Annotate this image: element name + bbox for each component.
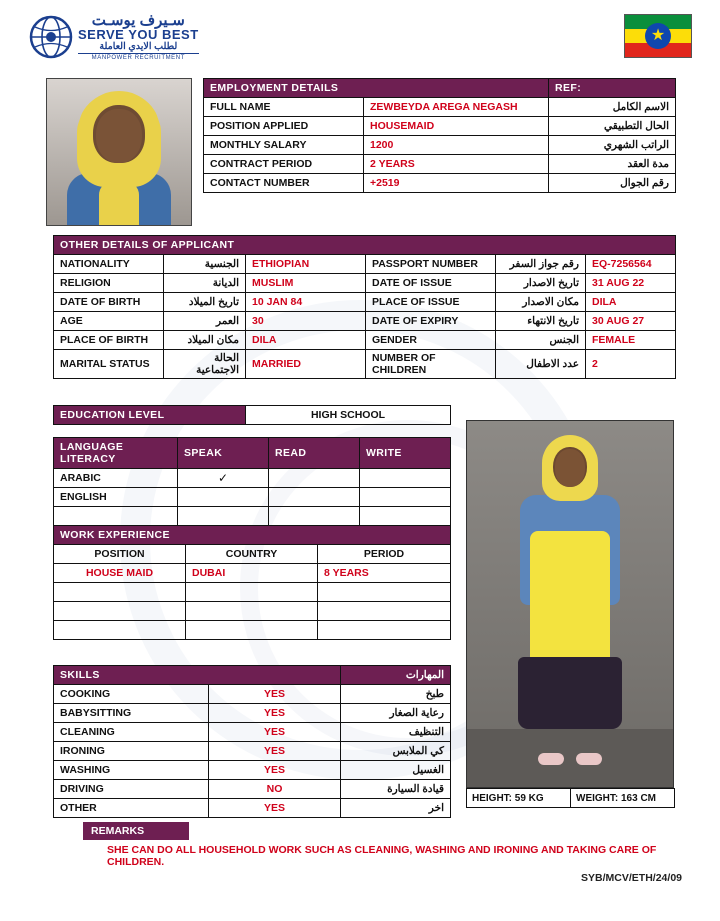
religion-value: MUSLIM [246, 274, 366, 293]
table-row [54, 583, 451, 602]
gender-value: FEMALE [586, 331, 676, 350]
table-row [204, 117, 676, 136]
skill-babysitting-value: YES [209, 704, 341, 723]
work-period-empty [318, 621, 451, 640]
place-of-birth-label: PLACE OF BIRTH [54, 331, 164, 350]
full-name-value: ZEWBEYDA AREGA NEGASH [364, 98, 549, 117]
english-write-check [360, 488, 451, 507]
position-applied-arabic: الحال التطبيقي [549, 117, 676, 136]
weight-label: WEIGHT: 163 CM [571, 789, 675, 808]
work-position-empty [54, 602, 186, 621]
table-row [54, 255, 676, 274]
skill-ironing-label: IRONING [54, 742, 209, 761]
work-period-empty [318, 583, 451, 602]
position-applied-value: HOUSEMAID [364, 117, 549, 136]
work-col-country: COUNTRY [186, 545, 318, 564]
place-of-birth-arabic: مكان الميلاد [164, 331, 246, 350]
table-row [204, 136, 676, 155]
date-of-expiry-value: 30 AUG 27 [586, 312, 676, 331]
full-name-label: FULL NAME [204, 98, 364, 117]
document-reference-code: SYB/MCV/ETH/24/09 [581, 872, 682, 884]
table-row [54, 723, 451, 742]
skills-title: SKILLS [54, 666, 341, 685]
nationality-label: NATIONALITY [54, 255, 164, 274]
language-col-write: WRITE [360, 438, 451, 469]
arabic-speak-check: ✓ [178, 469, 269, 488]
skill-cleaning-arabic: التنظيف [341, 723, 451, 742]
english-speak-check [178, 488, 269, 507]
measurements-section [466, 788, 674, 808]
passport-number-value: EQ-7256564 [586, 255, 676, 274]
skill-other-arabic: اخر [341, 799, 451, 818]
brand-arabic-name: سـيرف يوسـت [91, 11, 185, 29]
work-position-empty [54, 583, 186, 602]
education-level-value: HIGH SCHOOL [246, 406, 451, 425]
education-level-title: EDUCATION LEVEL [54, 406, 246, 425]
gender-label: GENDER [366, 331, 496, 350]
work-country-empty [186, 602, 318, 621]
marital-status-label: MARITAL STATUS [54, 350, 164, 379]
table-row [54, 621, 451, 640]
work-country-empty [186, 621, 318, 640]
applicant-passport-photo [46, 78, 192, 226]
marital-status-arabic: الحالة الاجتماعية [164, 350, 246, 379]
table-row [54, 350, 676, 379]
age-label: AGE [54, 312, 164, 331]
company-logo [28, 8, 208, 66]
table-row [54, 312, 676, 331]
brand-tagline: MANPOWER RECRUITMENT [78, 53, 199, 61]
table-row [54, 799, 451, 818]
table-row [54, 507, 451, 526]
skills-title-arabic: المهارات [341, 666, 451, 685]
full-name-arabic: الاسم الكامل [549, 98, 676, 117]
place-of-issue-value: DILA [586, 293, 676, 312]
skills-section [53, 665, 450, 818]
skill-washing-value: YES [209, 761, 341, 780]
table-row [54, 564, 451, 583]
table-row [54, 293, 676, 312]
date-of-birth-label: DATE OF BIRTH [54, 293, 164, 312]
skill-babysitting-label: BABYSITTING [54, 704, 209, 723]
language-col-read: READ [269, 438, 360, 469]
number-of-children-value: 2 [586, 350, 676, 379]
date-of-expiry-arabic: تاريخ الانتهاء [496, 312, 586, 331]
language-name-english-row: ENGLISH [54, 488, 178, 507]
skill-cooking-value: YES [209, 685, 341, 704]
table-row [204, 155, 676, 174]
applicant-full-body-photo [466, 420, 674, 788]
work-col-position: POSITION [54, 545, 186, 564]
contract-period-value: 2 YEARS [364, 155, 549, 174]
document-header [0, 0, 720, 70]
work-experience-title: WORK EXPERIENCE [54, 526, 451, 545]
work-col-period: PERIOD [318, 545, 451, 564]
empty-write-cell [360, 507, 451, 526]
height-label: HEIGHT: 59 KG [467, 789, 571, 808]
nationality-arabic: الجنسية [164, 255, 246, 274]
remarks-section [83, 822, 675, 868]
place-of-issue-label: PLACE OF ISSUE [366, 293, 496, 312]
table-row [204, 98, 676, 117]
date-of-expiry-label: DATE OF EXPIRY [366, 312, 496, 331]
work-position-empty [54, 621, 186, 640]
skill-ironing-value: YES [209, 742, 341, 761]
ethiopia-flag-icon: ★ [624, 14, 692, 58]
age-value: 30 [246, 312, 366, 331]
skill-cleaning-label: CLEANING [54, 723, 209, 742]
employment-details-title: EMPLOYMENT DETAILS [204, 79, 549, 98]
language-col-speak: SPEAK [178, 438, 269, 469]
skill-other-value: YES [209, 799, 341, 818]
work-position-value: HOUSE MAID [54, 564, 186, 583]
work-country-value: DUBAI [186, 564, 318, 583]
religion-label: RELIGION [54, 274, 164, 293]
monthly-salary-arabic: الراتب الشهري [549, 136, 676, 155]
remarks-title: REMARKS [83, 822, 189, 840]
contact-number-label: CONTACT NUMBER [204, 174, 364, 193]
brand-english-name: SERVE YOU BEST [78, 27, 199, 43]
other-details-section [53, 235, 675, 379]
table-row [54, 331, 676, 350]
contract-period-label: CONTRACT PERIOD [204, 155, 364, 174]
date-of-birth-arabic: تاريخ الميلاد [164, 293, 246, 312]
marital-status-value: MARRIED [246, 350, 366, 379]
skill-other-label: OTHER [54, 799, 209, 818]
language-literacy-section [53, 437, 450, 526]
language-name-empty-row [54, 507, 178, 526]
skill-ironing-arabic: كي الملابس [341, 742, 451, 761]
monthly-salary-label: MONTHLY SALARY [204, 136, 364, 155]
work-period-empty [318, 602, 451, 621]
skill-cleaning-value: YES [209, 723, 341, 742]
table-row [54, 761, 451, 780]
employment-details-section [203, 78, 675, 193]
table-row [54, 780, 451, 799]
table-row [54, 602, 451, 621]
date-of-issue-label: DATE OF ISSUE [366, 274, 496, 293]
contact-number-value: +2519 [364, 174, 549, 193]
skill-cooking-arabic: طبخ [341, 685, 451, 704]
date-of-birth-value: 10 JAN 84 [246, 293, 366, 312]
date-of-issue-value: 31 AUG 22 [586, 274, 676, 293]
table-row [54, 274, 676, 293]
employment-ref-label: REF: [549, 79, 676, 98]
skill-driving-label: DRIVING [54, 780, 209, 799]
date-of-issue-arabic: تاريخ الاصدار [496, 274, 586, 293]
nationality-value: ETHIOPIAN [246, 255, 366, 274]
table-row [54, 488, 451, 507]
table-row [54, 469, 451, 488]
skill-driving-arabic: قيادة السيارة [341, 780, 451, 799]
number-of-children-arabic: عدد الاطفال [496, 350, 586, 379]
passport-number-label: PASSPORT NUMBER [366, 255, 496, 274]
work-period-value: 8 YEARS [318, 564, 451, 583]
place-of-issue-arabic: مكان الاصدار [496, 293, 586, 312]
skill-cooking-label: COOKING [54, 685, 209, 704]
education-section [53, 405, 450, 425]
age-arabic: العمر [164, 312, 246, 331]
empty-speak-cell [178, 507, 269, 526]
number-of-children-label: NUMBER OF CHILDREN [366, 350, 496, 379]
religion-arabic: الديانة [164, 274, 246, 293]
table-row [54, 685, 451, 704]
arabic-write-check [360, 469, 451, 488]
contract-period-arabic: مدة العقد [549, 155, 676, 174]
other-details-title: OTHER DETAILS OF APPLICANT [54, 236, 676, 255]
table-row [54, 704, 451, 723]
language-literacy-title: LANGUAGE LITERACY [54, 438, 178, 469]
skill-driving-value: NO [209, 780, 341, 799]
table-row [204, 174, 676, 193]
passport-number-arabic: رقم جواز السفر [496, 255, 586, 274]
brand-arabic-subtitle: لطلب الايدي العاملة [99, 41, 178, 53]
english-read-check [269, 488, 360, 507]
empty-read-cell [269, 507, 360, 526]
arabic-read-check [269, 469, 360, 488]
gender-arabic: الجنس [496, 331, 586, 350]
globe-icon [28, 14, 74, 60]
language-name-arabic-row: ARABIC [54, 469, 178, 488]
work-experience-section [53, 525, 450, 640]
table-row [54, 742, 451, 761]
remarks-text: SHE CAN DO ALL HOUSEHOLD WORK SUCH AS CLEANING, WASHING AND IRONING AND TAKING CARE OF CHILDREN. [107, 844, 657, 868]
skill-washing-arabic: الغسيل [341, 761, 451, 780]
monthly-salary-value: 1200 [364, 136, 549, 155]
skill-babysitting-arabic: رعاية الصغار [341, 704, 451, 723]
contact-number-arabic: رقم الجوال [549, 174, 676, 193]
place-of-birth-value: DILA [246, 331, 366, 350]
skill-washing-label: WASHING [54, 761, 209, 780]
position-applied-label: POSITION APPLIED [204, 117, 364, 136]
work-country-empty [186, 583, 318, 602]
